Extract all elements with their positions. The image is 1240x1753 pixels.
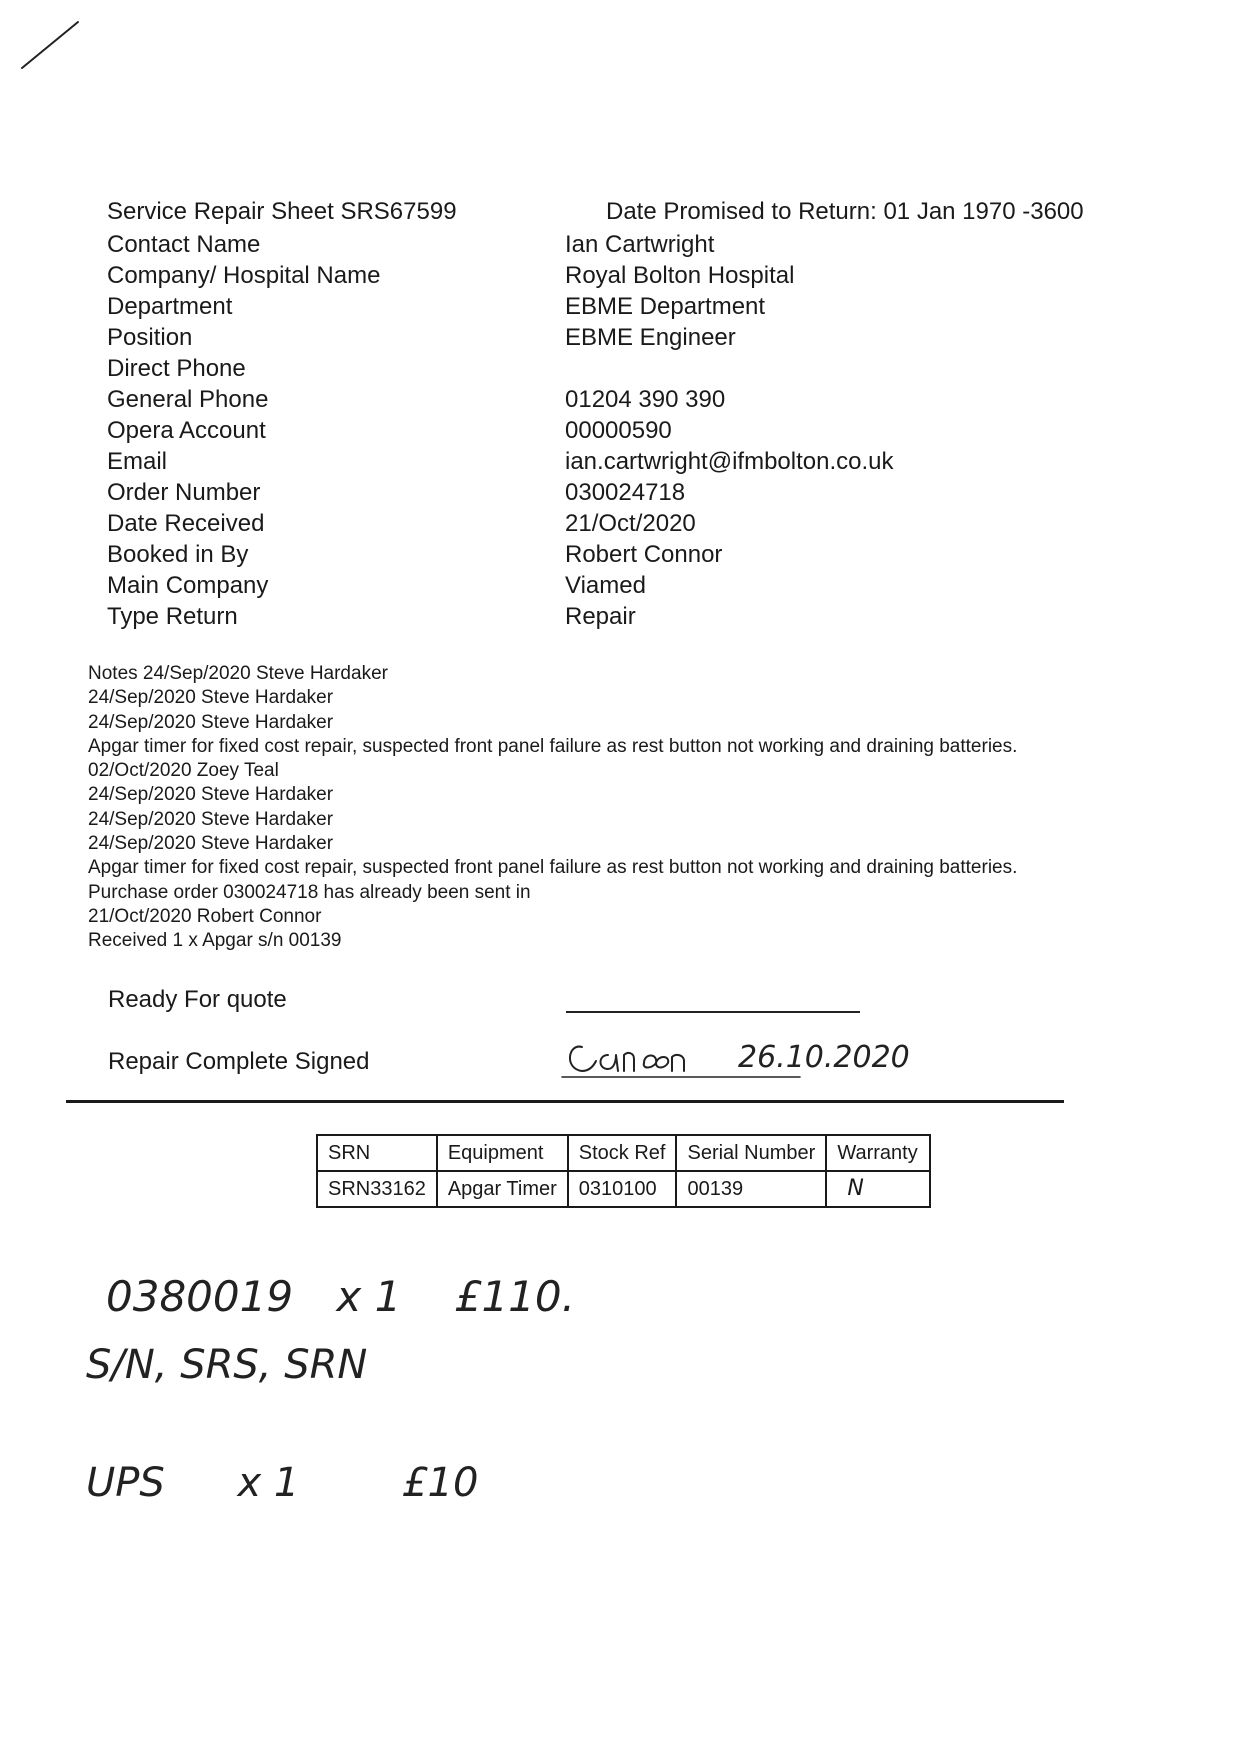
field-row	[107, 384, 1107, 415]
field-row	[107, 508, 1107, 539]
note-line: Notes 24/Sep/2020 Steve Hardaker	[88, 663, 388, 684]
field-value: ian.cartwright@ifmbolton.co.uk	[565, 448, 894, 475]
handwritten-note-3	[86, 1460, 478, 1506]
field-value: EBME Engineer	[565, 324, 736, 351]
field-row	[107, 229, 1107, 260]
field-label: Direct Phone	[107, 355, 246, 382]
field-value: 030024718	[565, 479, 686, 506]
handwritten-note-1	[106, 1272, 575, 1321]
notes-section	[88, 662, 1208, 954]
repair-complete-label: Repair Complete Signed	[108, 1048, 370, 1075]
field-value: 21/Oct/2020	[565, 510, 696, 537]
ready-for-quote-label: Ready For quote	[108, 986, 287, 1013]
column-header: SRN	[317, 1135, 437, 1171]
handwritten-text: S/N, SRS, SRN	[86, 1342, 368, 1388]
column-header: Equipment	[437, 1135, 568, 1171]
column-header: Serial Number	[676, 1135, 826, 1171]
note-line: 02/Oct/2020 Zoey Teal	[88, 760, 279, 782]
field-label: Main Company	[107, 572, 269, 599]
field-value: 01204 390 390	[565, 386, 726, 413]
field-row	[107, 601, 1107, 632]
field-label: Booked in By	[107, 541, 249, 568]
note-line: 24/Sep/2020 Steve Hardaker	[88, 833, 334, 855]
field-label: Order Number	[107, 479, 261, 506]
note-line: 24/Sep/2020 Steve Hardaker	[88, 808, 334, 830]
field-label: Opera Account	[107, 417, 266, 444]
field-label: General Phone	[107, 386, 269, 413]
field-row	[107, 415, 1107, 446]
note-line: 24/Sep/2020 Steve Hardaker	[88, 711, 334, 733]
stock-ref-cell: 0310100	[568, 1171, 677, 1207]
handwritten-signature	[560, 1025, 990, 1085]
equipment-table	[316, 1134, 931, 1208]
field-row	[107, 477, 1107, 508]
field-label: Department	[107, 293, 233, 320]
contact-fields	[107, 229, 1107, 632]
field-label: Position	[107, 324, 193, 351]
table-row	[317, 1171, 930, 1207]
note-line: Apgar timer for fixed cost repair, suspected front panel failure as rest button not working and draining batteries.	[88, 735, 1018, 757]
handwritten-note-2	[86, 1342, 367, 1388]
field-label: Type Return	[107, 603, 238, 630]
field-value: Royal Bolton Hospital	[565, 262, 795, 289]
sheet-title: Service Repair Sheet SRS67599	[107, 198, 457, 225]
note-line: Received 1 x Apgar s/n 00139	[88, 930, 342, 952]
field-value: Viamed	[565, 572, 646, 599]
field-row	[107, 260, 1107, 291]
field-label: Email	[107, 448, 168, 475]
note-line: 21/Oct/2020 Robert Connor	[88, 905, 322, 927]
column-header: Warranty	[826, 1135, 930, 1171]
warranty-cell	[826, 1171, 930, 1207]
field-row	[107, 446, 1107, 477]
date-promised: Date Promised to Return: 01 Jan 1970 -3600	[606, 198, 1084, 225]
serial-cell: 00139	[676, 1171, 826, 1207]
field-value: Ian Cartwright	[565, 231, 715, 258]
handwritten-price: £10	[402, 1460, 479, 1506]
column-header: Stock Ref	[568, 1135, 677, 1171]
handwritten-code: 0380019	[106, 1272, 294, 1321]
note-line: Purchase order 030024718 has already been sent in	[88, 881, 531, 903]
handwritten-code: UPS	[86, 1460, 165, 1506]
signature-date: 26.10.2020	[738, 1040, 910, 1075]
field-value: Robert Connor	[565, 541, 723, 568]
ready-signature-line	[566, 1011, 860, 1013]
field-value: 00000590	[565, 417, 672, 444]
section-divider	[66, 1100, 1064, 1103]
field-label: Date Received	[107, 510, 265, 537]
field-value: EBME Department	[565, 293, 766, 320]
handwritten-price: £110.	[454, 1272, 575, 1321]
field-row	[107, 353, 1107, 384]
field-row	[107, 322, 1107, 353]
note-line: 24/Sep/2020 Steve Hardaker	[88, 687, 334, 709]
srn-cell: SRN33162	[317, 1171, 437, 1207]
corner-tick-mark	[18, 18, 88, 78]
note-line: Apgar timer for fixed cost repair, suspected front panel failure as rest button not working and draining batteries.	[88, 857, 1018, 879]
field-row	[107, 570, 1107, 601]
handwritten-qty: x 1	[336, 1272, 402, 1321]
table-header-row	[317, 1135, 930, 1171]
note-line: 24/Sep/2020 Steve Hardaker	[88, 784, 334, 806]
field-label: Company/ Hospital Name	[107, 262, 381, 289]
field-row	[107, 291, 1107, 322]
field-value: Repair	[565, 603, 636, 630]
field-label: Contact Name	[107, 231, 261, 258]
handwritten-qty: x 1	[237, 1460, 300, 1506]
field-row	[107, 539, 1107, 570]
equipment-cell: Apgar Timer	[437, 1171, 568, 1207]
warranty-value: N	[847, 1176, 864, 1201]
